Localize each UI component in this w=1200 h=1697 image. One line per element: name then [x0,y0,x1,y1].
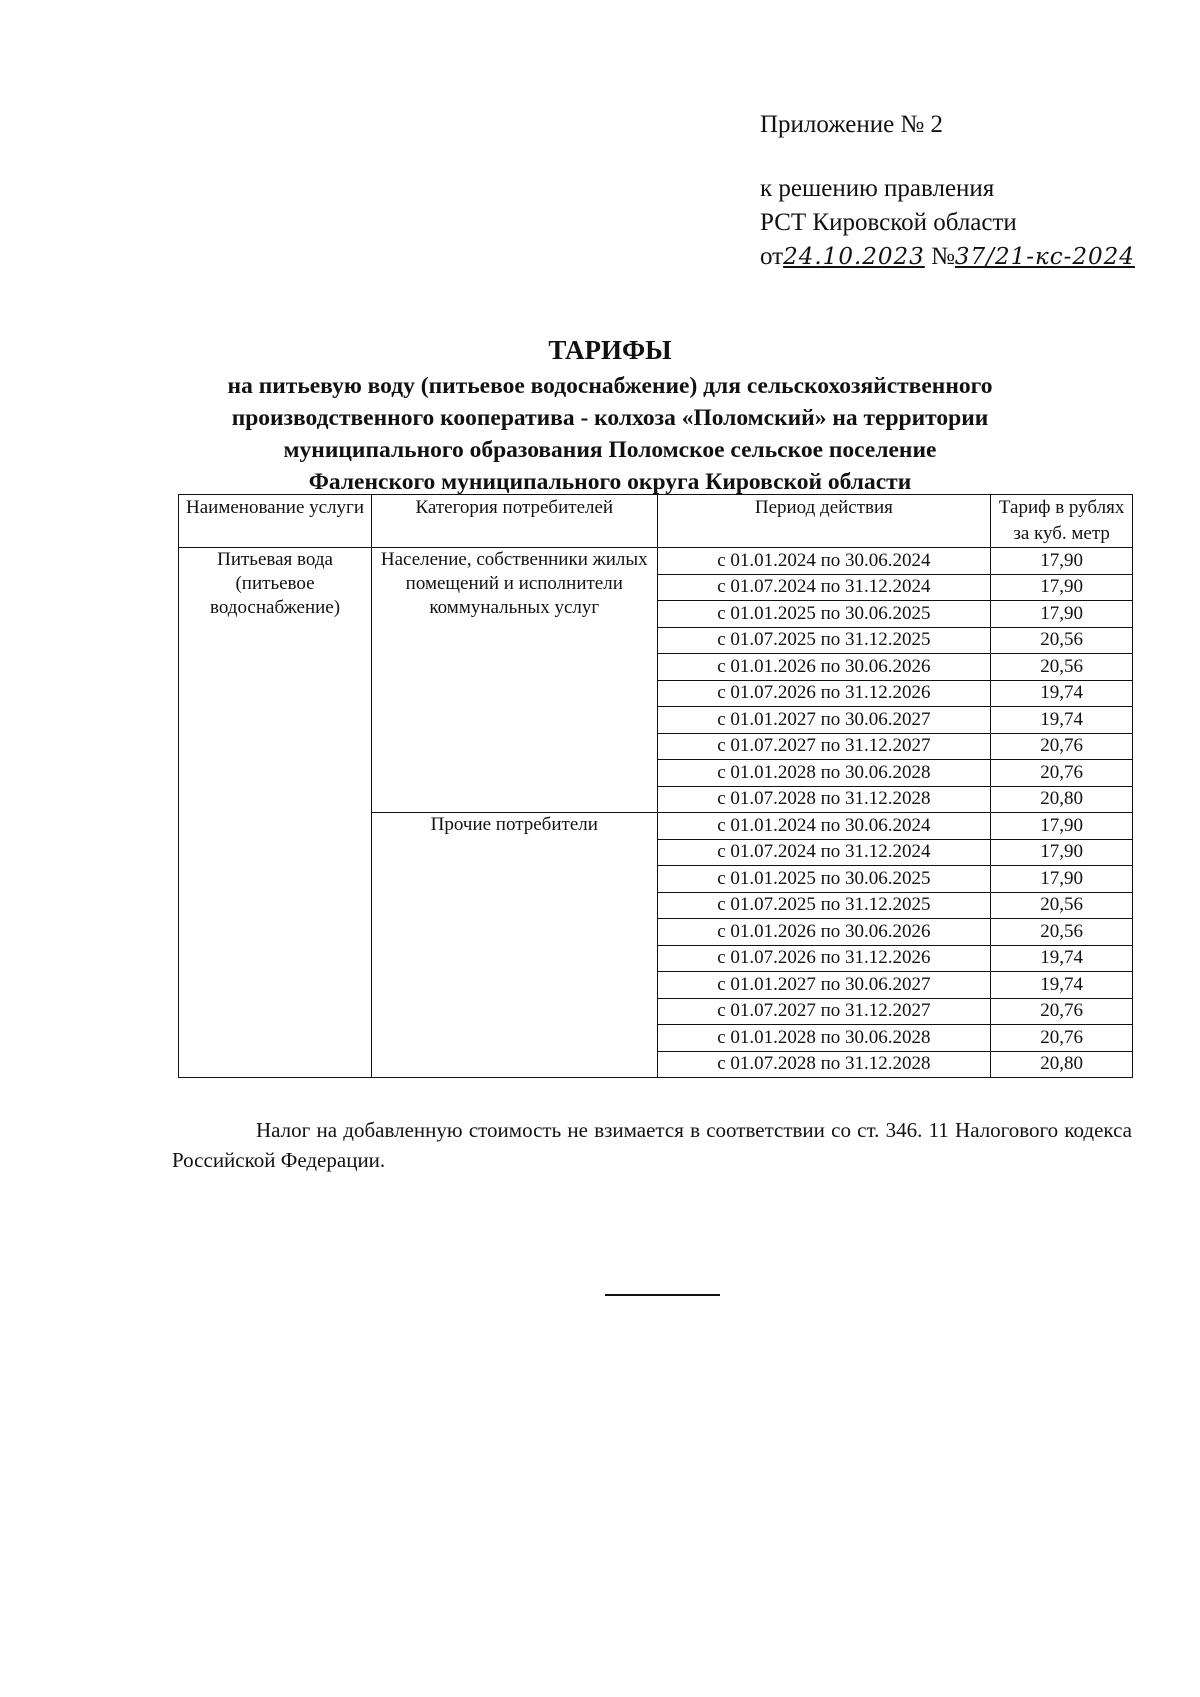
appendix-date-number [760,240,1135,274]
period-cell: с 01.07.2024 по 31.12.2024 [657,574,991,601]
header-category: Категория потребителей [372,495,657,548]
appendix-line-authority: РСТ Кировской области [760,209,1017,236]
tariff-cell: 17,90 [991,601,1133,628]
tariff-cell: 17,90 [991,574,1133,601]
period-cell: с 01.01.2024 по 30.06.2024 [657,813,991,840]
period-cell: с 01.01.2027 по 30.06.2027 [657,972,991,999]
period-cell: с 01.01.2028 по 30.06.2028 [657,1025,991,1052]
number-prefix: № [931,243,955,270]
tariff-cell: 17,90 [991,839,1133,866]
tariff-cell: 20,76 [991,1025,1133,1052]
period-cell: с 01.01.2025 по 30.06.2025 [657,601,991,628]
period-cell: с 01.01.2028 по 30.06.2028 [657,760,991,787]
period-cell: с 01.07.2026 по 31.12.2026 [657,945,991,972]
header-tariff: Тариф в рублях за куб. метр [991,495,1133,548]
tariff-cell: 20,80 [991,786,1133,813]
header-period: Период действия [657,495,991,548]
title-line-1: на питьевую воду (питьевое водоснабжение) для сельскохозяйственного [227,373,993,399]
tariff-cell: 20,56 [991,654,1133,681]
end-divider [605,1294,720,1296]
category-cell: Население, собственники жилых помещений и исполнители коммунальных услуг [372,548,657,813]
tariff-cell: 19,74 [991,945,1133,972]
period-cell: с 01.07.2028 по 31.12.2028 [657,1051,991,1078]
period-cell: с 01.07.2028 по 31.12.2028 [657,786,991,813]
from-prefix: от [760,243,784,270]
document-title [150,334,1070,498]
tariff-cell: 19,74 [991,680,1133,707]
period-cell: с 01.07.2025 по 31.12.2025 [657,892,991,919]
title-line-2: производственного кооператива - колхоза «Поломский» на территории [231,405,989,431]
tariff-cell: 20,56 [991,627,1133,654]
tariff-cell: 20,76 [991,760,1133,787]
appendix-label: Приложение № 2 [760,111,944,138]
table-row [179,548,1133,575]
period-cell: с 01.01.2026 по 30.06.2026 [657,654,991,681]
period-cell: с 01.07.2024 по 31.12.2024 [657,839,991,866]
handwritten-date: 24.10.2023 [783,244,925,270]
handwritten-number: 37/21-кс-2024 [954,244,1135,270]
period-cell: с 01.07.2025 по 31.12.2025 [657,627,991,654]
period-cell: с 01.07.2026 по 31.12.2026 [657,680,991,707]
tax-note: Налог на добавленную стоимость не взимается в соответствии со ст. 346. 11 Налогового кодекса Российской Федерации. [172,1118,1132,1172]
tariff-cell: 17,90 [991,548,1133,575]
period-cell: с 01.01.2027 по 30.06.2027 [657,707,991,734]
title-line-3: муниципального образования Поломское сельское поселение [283,437,937,463]
tariff-cell: 20,56 [991,892,1133,919]
header-service: Наименование услуги [179,495,372,548]
tariff-cell: 19,74 [991,707,1133,734]
tariff-cell: 19,74 [991,972,1133,999]
title-line-4: Фаленского муниципального округа Кировской области [308,469,912,495]
period-cell: с 01.01.2025 по 30.06.2025 [657,866,991,893]
appendix-line-decision: к решению правления [760,175,995,202]
category-cell: Прочие потребители [372,813,657,1078]
tariff-cell: 17,90 [991,866,1133,893]
period-cell: с 01.07.2027 по 31.12.2027 [657,733,991,760]
service-cell: Питьевая вода (питьевое водоснабжение) [179,548,372,1078]
table-header-row [179,495,1133,548]
tariff-cell: 20,76 [991,733,1133,760]
title-main: ТАРИФЫ [548,335,672,365]
period-cell: с 01.01.2024 по 30.06.2024 [657,548,991,575]
tariffs-table-body [179,548,1133,1078]
tariff-cell: 20,80 [991,1051,1133,1078]
period-cell: с 01.07.2027 по 31.12.2027 [657,998,991,1025]
appendix-header [760,108,1135,274]
tariffs-table [178,494,1133,1078]
tariff-cell: 20,56 [991,919,1133,946]
tariff-cell: 20,76 [991,998,1133,1025]
period-cell: с 01.01.2026 по 30.06.2026 [657,919,991,946]
tariff-cell: 17,90 [991,813,1133,840]
